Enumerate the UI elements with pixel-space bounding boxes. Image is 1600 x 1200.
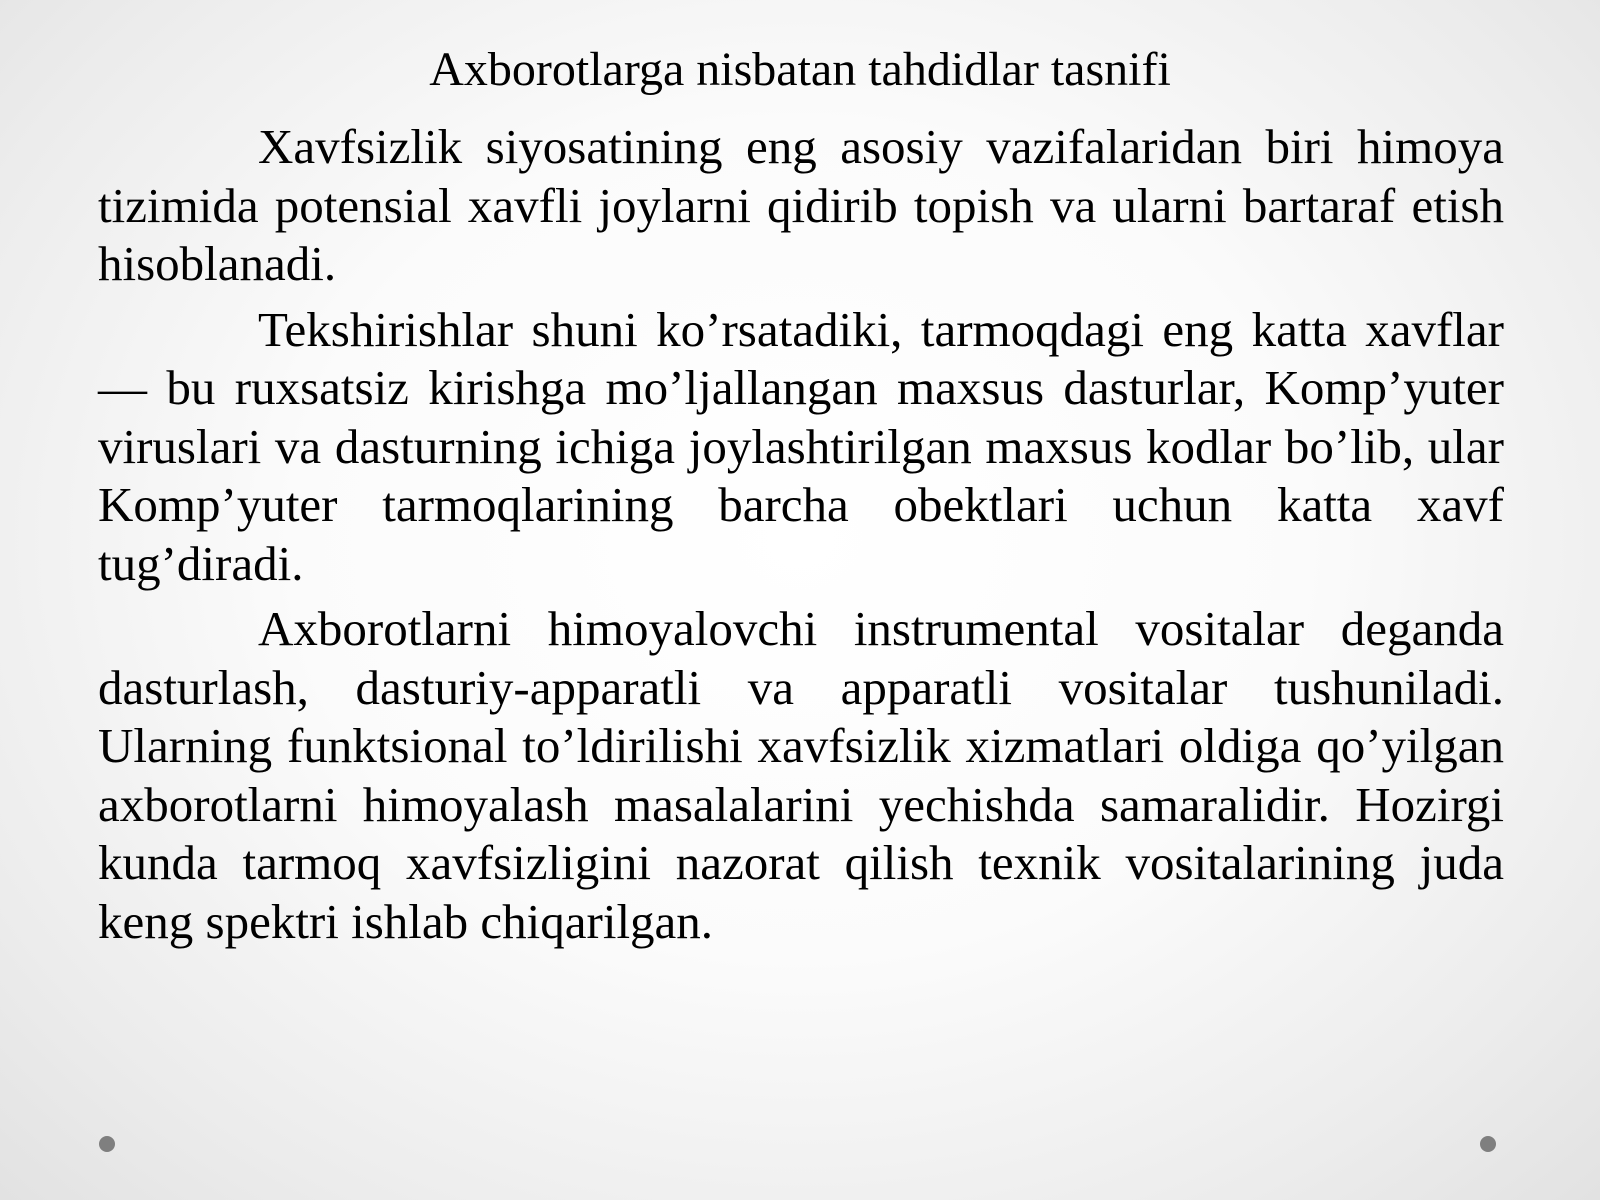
slide-title: Axborotlarga nisbatan tahdidlar tasnifi: [429, 43, 1171, 96]
bullet-dot-icon-left: [99, 1136, 115, 1152]
paragraph-1: Xavfsizlik siyosatining eng asosiy vazifalaridan biri himoya tizimida potensial xavfli joylarni qidirib topish va ularni bartaraf etish hisoblanadi.: [98, 119, 1504, 291]
paragraph-2: Tekshirishlar shuni ko’rsatadiki, tarmoqdagi eng katta xavflar — bu ruxsatsiz kirishga mo’ljallangan maxsus dasturlar, Komp’yuter viruslari va dasturning ichiga joylashtirilgan maxsus kodlar bo’lib, ular Komp’yuter tarmoqlarining barcha obektlari uchun katta xavf tug’diradi.: [98, 301, 1504, 591]
bullet-dot-icon-right: [1480, 1136, 1496, 1152]
slide-body: [98, 118, 1504, 958]
paragraph-3: Axborotlarni himoyalovchi instrumental vositalar deganda dasturlash, dasturiy-apparatli va apparatli vositalar tushuniladi. Ularning funktsional to’ldirilishi xavfsizlik xizmatlari oldiga qo’yilgan axborotlarni himoyalash masalalarini yechishda samaralidir. Hozirgi kunda tarmoq xavfsizligini nazorat qilish texnik vositalarining juda keng spektri ishlab chiqarilgan.: [98, 601, 1504, 949]
